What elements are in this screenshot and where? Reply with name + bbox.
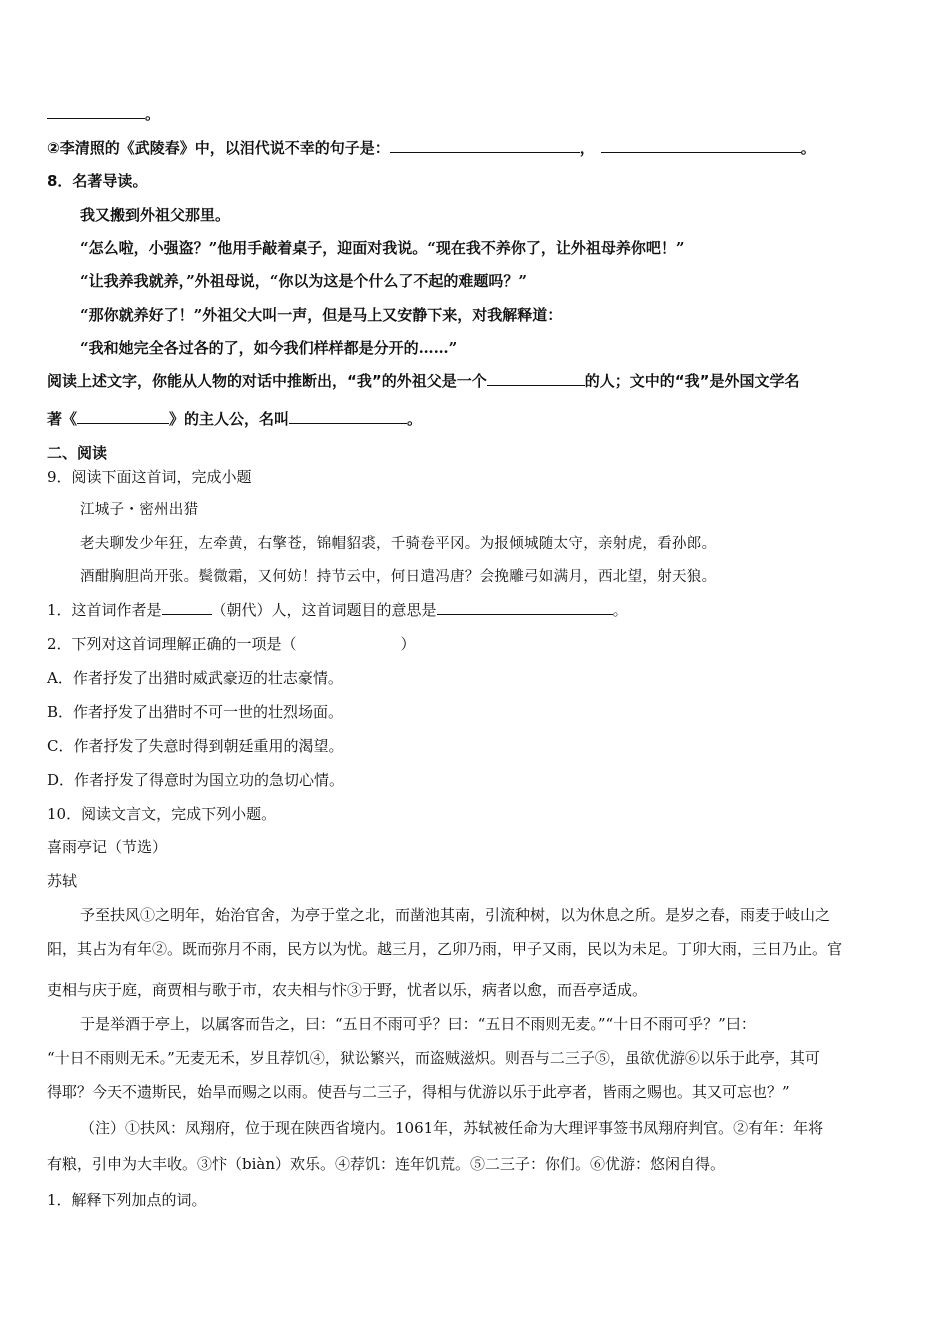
essay-line: 阳，其占为有年②。既而弥月不雨，民方以为忧。越三月，乙卯乃雨，甲子又雨，民以为未足。丁卯大雨，三日乃止。官 — [47, 940, 843, 958]
answer-blank[interactable] — [77, 409, 169, 424]
question-9-title: 9．阅读下面这首词，完成小题 — [47, 468, 252, 486]
answer-line-continued: 。 — [47, 104, 160, 124]
passage-line: “怎么啦，小强盗？”他用手敲着桌子，迎面对我说。“现在我不养你了，让外祖母养你吧！” — [80, 239, 685, 257]
answer-blank[interactable] — [289, 409, 407, 424]
answer-blank[interactable] — [437, 600, 613, 615]
question-10-1: 1．解释下列加点的词。 — [47, 1191, 207, 1209]
poem-line: 老夫聊发少年狂，左牵黄，右擎苍，锦帽貂裘，千骑卷平冈。为报倾城随太守，亲射虎，看孙郎。 — [80, 536, 717, 552]
answer-blank[interactable] — [47, 104, 145, 119]
option-c[interactable]: C．作者抒发了失意时得到朝廷重用的渴望。 — [47, 737, 344, 755]
question-10-title: 10．阅读文言文，完成下列小题。 — [47, 805, 277, 823]
answer-blank[interactable] — [162, 600, 212, 615]
question-7-2: ②李清照的《武陵春》中，以泪代说不幸的句子是： ， 。 — [47, 139, 816, 157]
note-line: （注）①扶风：凤翔府，位于现在陕西省境内。1061年，苏轼被任命为大理评事签书凤翔府判官。②有年：年将 — [80, 1119, 824, 1137]
essay-title: 喜雨亭记（节选） — [47, 838, 168, 856]
answer-blank[interactable] — [390, 138, 580, 153]
essay-line: 得耶？今天不遗斯民，始旱而赐之以雨。使吾与二三子，得相与优游以乐于此亭者，皆雨之赐也。其又可忘也？” — [47, 1083, 790, 1101]
option-b[interactable]: B．作者抒发了出猎时不可一世的壮烈场面。 — [47, 703, 344, 721]
essay-author: 苏轼 — [47, 872, 78, 890]
answer-blank[interactable] — [601, 138, 801, 153]
poem-line: 酒酣胸胆尚开张。鬓微霜，又何妨！持节云中，何日遣冯唐？会挽雕弓如满月，西北望，射天狼。 — [80, 569, 717, 585]
essay-line: 吏相与庆于庭，商贾相与歌于市，农夫相与忭③于野，忧者以乐，病者以愈，而吾亭适成。 — [47, 981, 648, 999]
passage-line: “让我养我就养，”外祖母说，“你以为这是个什么了不起的难题吗？” — [80, 272, 528, 290]
essay-line: 于是举酒于亭上，以属客而告之，曰：“五日不雨可乎？曰：“五日不雨则无麦。”“十日不雨可乎？”曰： — [80, 1015, 756, 1033]
passage-line: “那你就养好了！”外祖父大叫一声，但是马上又安静下来，对我解释道： — [80, 306, 563, 324]
answer-blank[interactable] — [487, 371, 585, 386]
essay-line: “十日不雨则无禾。”无麦无禾，岁且荐饥④，狱讼繁兴，而盗贼滋炽。则吾与二三子⑤，虽欲优游⑥以乐于此亭，其可 — [47, 1049, 820, 1067]
section-title: 二、阅读 — [47, 444, 108, 462]
passage-line: “我和她完全各过各的了，如今我们样样都是分开的……” — [80, 339, 458, 357]
option-d[interactable]: D．作者抒发了得意时为国立功的急切心情。 — [47, 771, 345, 789]
note-line: 有粮，引申为大丰收。③忭（biàn）欢乐。④荐饥：连年饥荒。⑤二三子：你们。⑥优游：悠闲自得。 — [47, 1155, 726, 1173]
option-a[interactable]: A．作者抒发了出猎时威武豪迈的壮志豪情。 — [47, 669, 343, 687]
question-8-prompt: 阅读上述文字，你能从人物的对话中推断出，“我”的外祖父是一个 的人；文中的“我”是外国文学名 — [47, 372, 800, 390]
question-8-title: 8．名著导读。 — [47, 172, 148, 190]
poem-title: 江城子・密州出猎 — [80, 502, 199, 518]
question-8-prompt-cont: 著《 》的主人公，名叫 。 — [47, 410, 423, 428]
question-9-1: 1．这首词作者是 （朝代）人，这首词题目的意思是 。 — [47, 601, 628, 619]
essay-line: 予至扶风①之明年，始治官舍，为亭于堂之北，而凿池其南，引流种树，以为休息之所。是岁之春，雨麦于岐山之 — [80, 906, 831, 924]
question-9-2: 2．下列对这首词理解正确的一项是（ ） — [47, 635, 416, 653]
passage-line: 我又搬到外祖父那里。 — [80, 206, 231, 224]
